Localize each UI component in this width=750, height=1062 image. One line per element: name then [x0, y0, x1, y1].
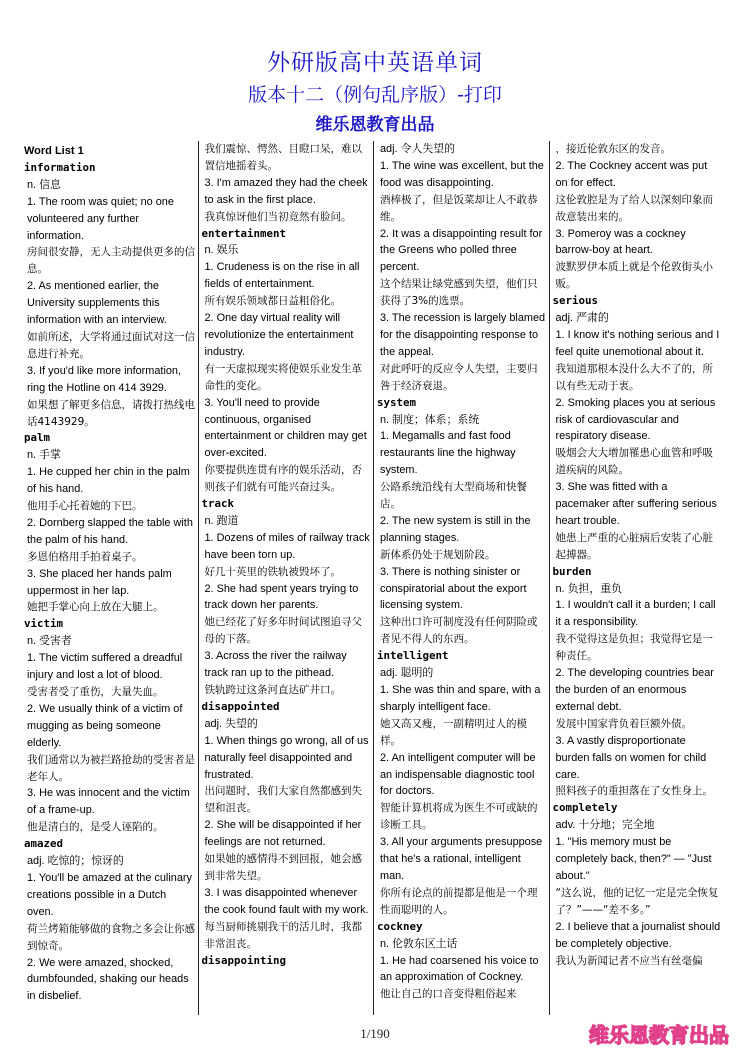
english-example: 1. When things go wrong, all of us naturally feel disappointed and frustrated.	[204, 734, 369, 781]
english-example: 1. He cupped her chin in the palm of his hand.	[27, 466, 190, 496]
word-list-heading: Word List 1	[24, 145, 84, 157]
chinese-translation: 你所有论点的前提都是他是一个理性而聪明的人。	[380, 886, 538, 916]
chinese-translation: 荷兰烤箱能够做的食物之多会让你感到惊奇。	[27, 922, 195, 952]
english-example: 2. The new system is still in the planning stages.	[380, 514, 531, 544]
part-of-speech: adj. 令人失望的	[380, 143, 456, 155]
chinese-translation: 受害者受了重伤，大量失血。	[27, 686, 164, 698]
english-example: 1. He had coarsened his voice to an approximation of Cockney.	[380, 954, 539, 984]
part-of-speech: adj. 聪明的	[380, 667, 434, 680]
english-example: 3. She was fitted with a pacemaker after suffering serious heart trouble.	[555, 481, 717, 527]
headword: palm	[24, 431, 51, 445]
column-1	[22, 141, 198, 1015]
chinese-translation: 他让自己的口音变得粗俗起来	[380, 988, 517, 1001]
chinese-translation: 新体系仍处于规划阶段。	[380, 548, 496, 561]
column-3	[373, 141, 549, 1015]
english-example: 2. We usually think of a victim of mugging as being someone elderly.	[27, 702, 183, 749]
chinese-translation: 好几十英里的铁轨被毁坏了。	[204, 565, 341, 578]
title: 外研版高中英语单词	[267, 50, 483, 76]
english-example: 1. The wine was excellent, but the food was disappointing.	[380, 159, 544, 189]
chinese-translation: 我知道那根本没什么大不了的，所以有些无动于衷。	[555, 362, 713, 392]
chinese-translation: 对此呼吁的反应令人失望，主要归咎于经济衰退。	[380, 362, 538, 392]
chinese-translation: 酒棒极了，但是饭菜却让人不敢恭维。	[380, 193, 538, 223]
chinese-translation: 所有娱乐领域都日益粗俗化。	[204, 295, 341, 308]
chinese-translation: 智能计算机将成为医生不可或缺的诊断工具。	[380, 802, 538, 832]
chinese-translation: 我不觉得这是负担；我觉得它是一种责任。	[555, 633, 713, 663]
english-example: 2. One day virtual reality will revolutionize the entertainment industry.	[204, 312, 354, 358]
english-example: 1. Crudeness is on the rise in all fields of entertainment.	[204, 261, 360, 291]
chinese-translation: 她把手掌心向上放在大腿上。	[27, 601, 164, 614]
chinese-translation: 出问题时，我们大家自然都感到失望和沮丧。	[204, 785, 362, 815]
chinese-translation: 你要提供连贯有序的娱乐活动，否则孩子们就有可能兴奋过头。	[204, 464, 362, 494]
chinese-translation: 如前所述，大学将通过面试对这一信息进行补充。	[27, 330, 195, 360]
chinese-translation: 如果她的感情得不到回报，她会感到非常失望。	[204, 853, 362, 882]
part-of-speech: n. 信息	[27, 178, 61, 191]
chinese-translation: “这么说，他的记忆一定是完全恢复了？”——“差不多。”	[555, 886, 719, 916]
part-of-speech: n. 制度；体系；系统	[380, 413, 480, 426]
chinese-translation: 我们通常以为被拦路抢劫的受害者是老年人。	[27, 753, 195, 783]
headword: disappointed	[201, 699, 280, 713]
english-example: 2. She had spent years trying to track down her parents.	[204, 582, 359, 612]
part-of-speech: adj. 严肃的	[555, 312, 609, 325]
part-of-speech: adj. 吃惊的；惊讶的	[27, 855, 124, 868]
part-of-speech: n. 娱乐	[204, 244, 239, 257]
english-example: 2. We were amazed, shocked, dumbfounded, shaking our heads in disbelief.	[27, 956, 189, 1003]
chinese-translation: 他是清白的，是受人诬陷的。	[27, 821, 164, 834]
chinese-translation: 如果想了解更多信息，请拨打热线电话4143929。	[27, 398, 195, 428]
chinese-translation: 有一天虚拟现实将使娱乐业发生革命性的变化。	[204, 362, 362, 392]
english-example: 2. Smoking places you at serious risk of cardiovascular and respiratory disease.	[555, 396, 716, 443]
headword: cockney	[377, 919, 423, 933]
chinese-translation: 他用手心托着她的下巴。	[27, 500, 143, 513]
chinese-translation: ，接近伦敦东区的发音。	[555, 143, 671, 155]
english-example: 2. I believe that a journalist should be completely objective.	[555, 920, 721, 950]
english-example: 3. Across the river the railway track ran up to the pithead.	[204, 650, 347, 680]
english-example: 3. If you'd like more information, ring the Hotline on 414 3929.	[27, 364, 182, 394]
english-example: 1. You'll be amazed at the culinary creations possible in a Dutch oven.	[27, 871, 192, 918]
chinese-translation: 她患上严重的心脏病后安装了心脏起搏器。	[555, 531, 713, 561]
english-example: 1. "His memory must be completely back, then?" — "Just about."	[555, 836, 712, 882]
headword: track	[201, 497, 235, 511]
headword: system	[377, 395, 417, 409]
english-example: 3. A vastly disproportionate burden falls on women for child care.	[555, 734, 707, 781]
english-example: 3. Pomeroy was a cockney barrow-boy at heart.	[555, 227, 686, 257]
chinese-translation: 我真惊讶他们当初竟然有脸问。	[204, 210, 352, 223]
column-2	[198, 141, 374, 1015]
english-example: 2. As mentioned earlier, the University supplements this information with an interview.	[27, 280, 167, 327]
english-example: 2. She will be disappointed if her feelings are not returned.	[204, 819, 362, 849]
english-example: 1. The victim suffered a dreadful injury and lost a lot of blood.	[27, 652, 183, 682]
english-example: 1. I know it's nothing serious and I feel quite unemotional about it.	[555, 328, 720, 358]
english-example: 3. There is nothing sinister or conspiratorial about the export licensing system.	[380, 565, 527, 612]
english-example: 3. She placed her hands palm uppermost in her lap.	[27, 567, 172, 597]
subtitle: 版本十二（例句乱序版）-打印	[248, 84, 502, 106]
part-of-speech: adj. 失望的	[204, 717, 258, 730]
english-example: 2. The developing countries bear the burden of an enormous external debt.	[555, 667, 714, 713]
column-4	[549, 141, 725, 1015]
english-example: 1. I wouldn't call it a burden; I call it a responsibility.	[555, 599, 716, 629]
chinese-translation: 公路系统沿线有大型商场和快餐店。	[380, 481, 527, 511]
chinese-translation: 我认为新闻记者不应当有丝毫偏	[555, 954, 703, 967]
english-example: 2. The Cockney accent was put on for effect.	[555, 159, 708, 189]
headword: disappointing	[201, 953, 287, 967]
chinese-translation: 波默罗伊本质上就是个伦敦街头小贩。	[555, 261, 713, 291]
publisher-watermark-logo: 维乐恩教育出品	[589, 1023, 729, 1047]
chinese-translation: 铁轨跨过这条河直达矿井口。	[204, 684, 341, 696]
english-example: 3. I was disappointed whenever the cook found fault with my work.	[204, 886, 369, 916]
part-of-speech: n. 负担，重负	[555, 582, 623, 595]
headword: entertainment	[201, 226, 287, 240]
chinese-translation: 她又高又瘦，一副精明过人的模样。	[380, 717, 527, 747]
english-example: 1. Megamalls and fast food restaurants line the highway system.	[380, 430, 516, 477]
part-of-speech: n. 伦敦东区土话	[380, 937, 458, 950]
headword: amazed	[24, 837, 64, 851]
english-example: 2. It was a disappointing result for the Greens who polled three percent.	[380, 227, 543, 274]
headword: serious	[552, 294, 599, 308]
english-example: 3. The recession is largely blamed for the disappointing response to the appeal.	[380, 312, 546, 358]
english-example: 3. You'll need to provide continuous, organised entertainment or children may get over-excited.	[204, 396, 367, 460]
headword: information	[24, 160, 96, 174]
english-example: 1. She was thin and spare, with a sharply intelligent face.	[380, 684, 541, 713]
chinese-translation: 这个结果让绿党感到失望，他们只获得了3%的选票。	[380, 278, 538, 308]
chinese-translation: 房间很安静，无人主动提供更多的信息。	[27, 246, 195, 276]
headword: victim	[24, 617, 64, 631]
english-example: 3. All your arguments presuppose that he's a rational, intelligent man.	[380, 836, 543, 882]
headword: completely	[552, 801, 618, 815]
chinese-translation: 吸烟会大大增加罹患心血管和呼吸道疾病的风险。	[555, 447, 713, 477]
chinese-translation: 照料孩子的重担落在了女性身上。	[555, 785, 713, 798]
chinese-translation: 发展中国家背负着巨额外债。	[555, 717, 692, 730]
chinese-translation: 这伦敦腔是为了给人以深刻印象而故意装出来的。	[555, 193, 713, 223]
part-of-speech: adv. 十分地；完全地	[555, 819, 655, 832]
part-of-speech: n. 受害者	[27, 635, 72, 648]
english-example: 3. I'm amazed they had the cheek to ask in the first place.	[204, 176, 368, 206]
english-example: 2. An intelligent computer will be an indispensable diagnostic tool for doctors.	[380, 751, 536, 798]
part-of-speech: n. 手掌	[27, 449, 61, 462]
english-example: 3. He was innocent and the victim of a frame-up.	[27, 787, 190, 817]
chinese-translation: 这种出口许可制度没有任何阴险或者见不得人的东西。	[380, 616, 538, 646]
english-example: 1. Dozens of miles of railway track have been torn up.	[204, 531, 370, 561]
english-example: 1. The room was quiet; no one volunteered any further information.	[27, 195, 174, 242]
chinese-translation: 我们震惊、愕然、目瞪口呆，难以置信地摇着头。	[204, 143, 362, 172]
page-number: 1/190	[360, 1026, 390, 1041]
english-example: 2. Dornberg slapped the table with the palm of his hand.	[27, 516, 193, 546]
publisher-line: 维乐恩教育出品	[315, 115, 435, 135]
chinese-translation: 每当厨师挑剔我干的活儿时，我都非常沮丧。	[204, 920, 362, 950]
headword: burden	[552, 564, 592, 578]
headword: intelligent	[377, 649, 449, 663]
word-list-columns	[22, 141, 724, 1015]
chinese-translation: 多恩伯格用手拍着桌子。	[27, 550, 143, 563]
chinese-translation: 她已经花了好多年时间试图追寻父母的下落。	[204, 616, 362, 646]
part-of-speech: n. 跑道	[204, 514, 239, 527]
